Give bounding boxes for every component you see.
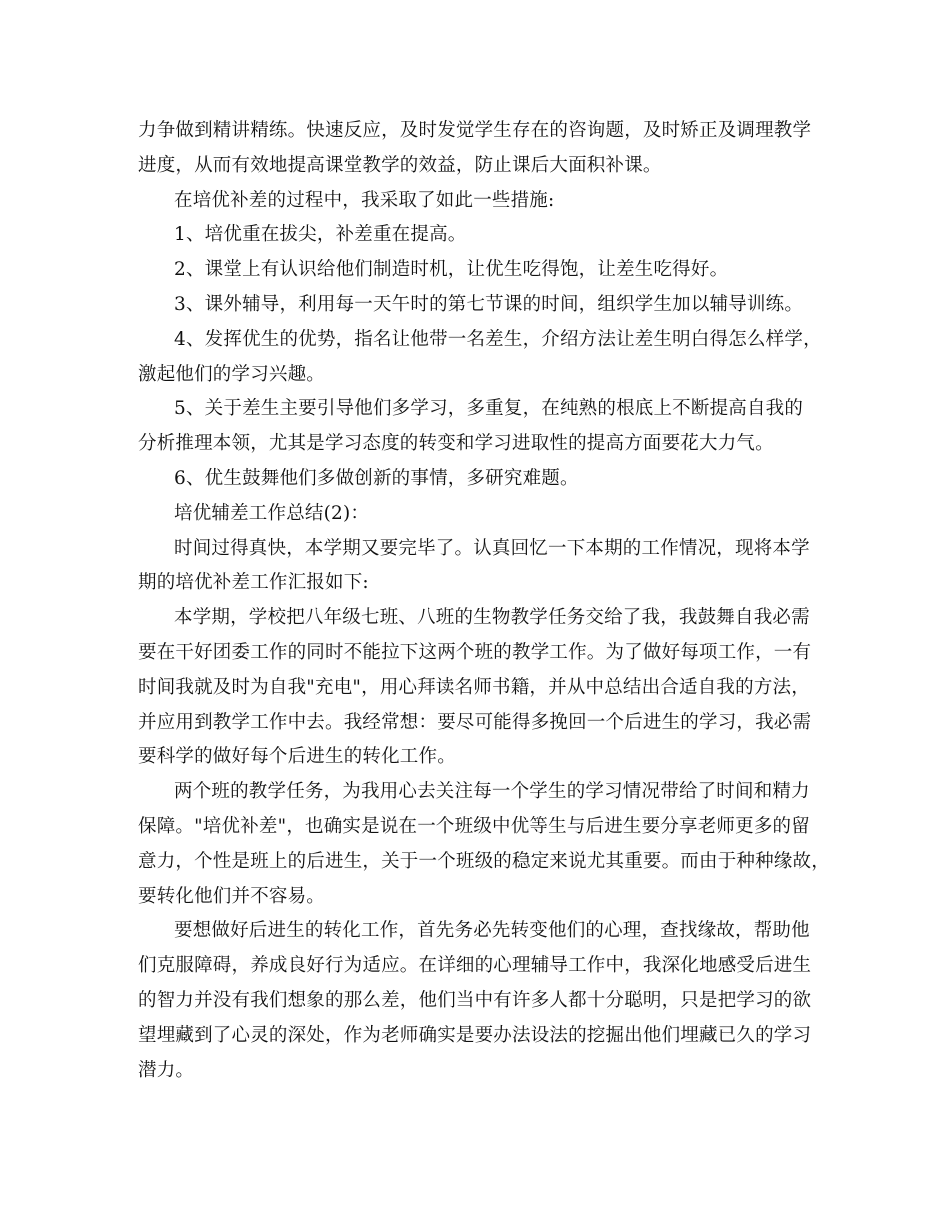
- text-line: 3、课外辅导，利用每一天午时的第七节课的时间，组织学生加以辅导训练。: [174, 293, 804, 315]
- text-line: 6、优生鼓舞他们多做创新的事情，多研究难题。: [174, 467, 579, 489]
- text-line: 要想做好后进生的转化工作，首先务必先转变他们的心理，查找缘故，帮助他: [174, 920, 810, 942]
- section-heading: 培优辅差工作总结(2)：: [174, 502, 370, 524]
- text-line: 本学期，学校把八年级七班、八班的生物教学任务交给了我，我鼓舞自我必需: [174, 607, 810, 629]
- text-line: 望埋藏到了心灵的深处，作为老师确实是要办法设法的挖掘出他们埋藏已久的学习: [138, 1024, 812, 1046]
- text-line: 在培优补差的过程中，我采取了如此一些措施:: [174, 189, 555, 211]
- text-line: 2、课堂上有认识给他们制造时机，让优生吃得饱，让差生吃得好。: [174, 259, 729, 281]
- text-line: 1、培优重在拔尖，补差重在提高。: [174, 224, 467, 246]
- text-line: 力争做到精讲精练。快速反应，及时发觉学生存在的咨询题，及时矫正及调理教学: [138, 120, 812, 141]
- text-line: 激起他们的学习兴趣。: [138, 363, 326, 385]
- text-line: 4、发挥优生的优势，指名让他带一名差生，介绍方法让差生明白得怎么样学，: [174, 328, 822, 350]
- text-line: 潜力。: [138, 1059, 195, 1081]
- text-line: 要在干好团委工作的同时不能拉下这两个班的教学工作。为了做好每项工作，一有: [138, 641, 812, 663]
- text-line: 进度，从而有效地提高课堂教学的效益，防止课后大面积补课。: [138, 154, 662, 176]
- document-page: [138, 114, 830, 1088]
- text-line: 保障。"培优补差"，也确实是说在一个班级中优等生与后进生要分享老师更多的留: [138, 815, 810, 837]
- text-line: 要转化他们并不容易。: [138, 885, 326, 907]
- text-line: 们克服障碍，养成良好行为适应。在详细的心理辅导工作中，我深化地感受后进生: [138, 955, 812, 977]
- text-line: 分析推理本领，尤其是学习态度的转变和学习进取性的提高方面要花大力气。: [138, 433, 774, 455]
- text-line: 5、关于差生主要引导他们多学习，多重复，在纯熟的根底上不断提高自我的: [174, 398, 804, 420]
- text-line: 要科学的做好每个后进生的转化工作。: [138, 746, 456, 768]
- text-line: 的智力并没有我们想象的那么差，他们当中有许多人都十分聪明，只是把学习的欲: [138, 989, 812, 1011]
- text-line: 期的培优补差工作汇报如下:: [138, 572, 369, 594]
- text-line: 时间过得真快，本学期又要完毕了。认真回忆一下本期的工作情况，现将本学: [174, 537, 810, 559]
- text-line: 并应用到教学工作中去。我经常想：要尽可能得多挽回一个后进生的学习，我必需: [138, 711, 812, 733]
- text-line: 时间我就及时为自我"充电"，用心拜读名师书籍，并从中总结出合适自我的方法，: [138, 676, 810, 698]
- text-line: 意力，个性是班上的后进生，关于一个班级的稳定来说尤其重要。而由于种种缘故，: [138, 850, 830, 872]
- text-line: 两个班的教学任务，为我用心去关注每一个学生的学习情况带给了时间和精力: [174, 781, 810, 803]
